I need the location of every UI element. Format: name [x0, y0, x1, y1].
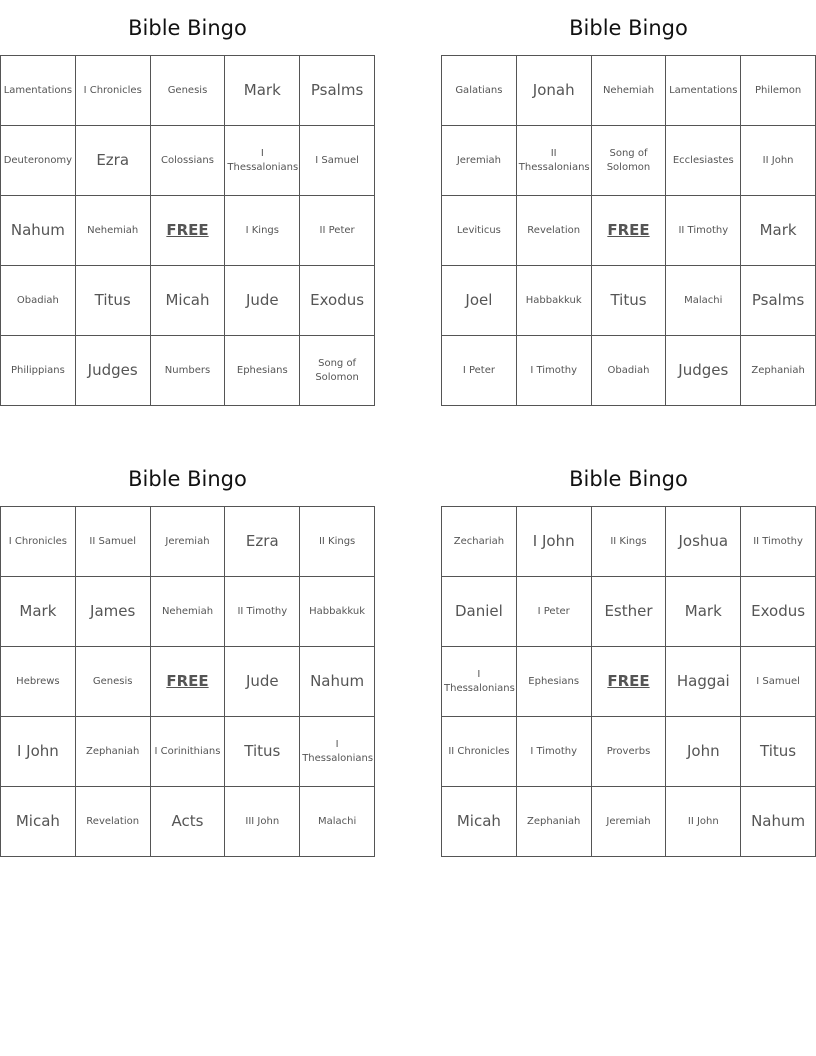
bingo-cell: Deuteronomy: [1, 126, 76, 196]
bingo-cell: II Kings: [591, 507, 666, 577]
bingo-cell: Exodus: [300, 266, 375, 336]
bingo-cell: Proverbs: [591, 717, 666, 787]
bingo-cell: James: [75, 577, 150, 647]
free-space-cell: FREE: [150, 196, 225, 266]
bingo-cell: I Chronicles: [75, 56, 150, 126]
bingo-cell: Nahum: [300, 647, 375, 717]
bingo-grid: [0, 55, 375, 406]
bingo-cell: I Timothy: [516, 336, 591, 406]
bingo-cell: Esther: [591, 577, 666, 647]
bingo-cell: Lamentations: [1, 56, 76, 126]
bingo-cell: Jude: [225, 647, 300, 717]
bingo-cell: I Thessalonians: [300, 717, 375, 787]
bingo-cell: II John: [741, 126, 816, 196]
bingo-cell: Colossians: [150, 126, 225, 196]
bingo-cell: I Chronicles: [1, 507, 76, 577]
bingo-cell: Philemon: [741, 56, 816, 126]
bingo-cell: Zephaniah: [75, 717, 150, 787]
bingo-cell: I Peter: [516, 577, 591, 647]
bingo-cell: Ephesians: [516, 647, 591, 717]
bingo-cell: Jeremiah: [150, 507, 225, 577]
bingo-cell: Malachi: [666, 266, 741, 336]
bingo-card-3: [0, 451, 375, 857]
bingo-cell: Exodus: [741, 577, 816, 647]
bingo-cell: Zechariah: [442, 507, 517, 577]
bingo-cell: Titus: [591, 266, 666, 336]
bingo-cell: Micah: [1, 787, 76, 857]
bingo-cell: Philippians: [1, 336, 76, 406]
bingo-cell: II Thessalonians: [516, 126, 591, 196]
bingo-cell: I Timothy: [516, 717, 591, 787]
bingo-cell: II John: [666, 787, 741, 857]
bingo-cell: I Corinithians: [150, 717, 225, 787]
card-title: Bible Bingo: [128, 16, 247, 40]
bingo-cell: I John: [516, 507, 591, 577]
bingo-cell: I John: [1, 717, 76, 787]
bingo-cell: Micah: [150, 266, 225, 336]
bingo-cell: Nahum: [741, 787, 816, 857]
bingo-cell: Acts: [150, 787, 225, 857]
bingo-cell: Mark: [1, 577, 76, 647]
bingo-card-1: [0, 0, 375, 406]
bingo-cell: Genesis: [150, 56, 225, 126]
bingo-cell: Song of Solomon: [300, 336, 375, 406]
bingo-grid: [441, 506, 816, 857]
bingo-cell: II Timothy: [666, 196, 741, 266]
bingo-cell: Mark: [666, 577, 741, 647]
bingo-cell: Song of Solomon: [591, 126, 666, 196]
bingo-grid: [441, 55, 816, 406]
bingo-cell: Genesis: [75, 647, 150, 717]
bingo-cell: Galatians: [442, 56, 517, 126]
card-title: Bible Bingo: [569, 467, 688, 491]
bingo-cell: Titus: [225, 717, 300, 787]
bingo-cell: II Timothy: [225, 577, 300, 647]
bingo-cell: II Timothy: [741, 507, 816, 577]
bingo-cell: I Thessalonians: [442, 647, 517, 717]
bingo-cell: Zephaniah: [516, 787, 591, 857]
bingo-cell: Obadiah: [591, 336, 666, 406]
bingo-cell: Joshua: [666, 507, 741, 577]
bingo-cell: Jeremiah: [442, 126, 517, 196]
bingo-cell: Ezra: [75, 126, 150, 196]
bingo-cell: Ezra: [225, 507, 300, 577]
bingo-cell: II Samuel: [75, 507, 150, 577]
bingo-cell: Jude: [225, 266, 300, 336]
bingo-cell: Zephaniah: [741, 336, 816, 406]
bingo-grid: [0, 506, 375, 857]
bingo-cell: Joel: [442, 266, 517, 336]
bingo-cell: III John: [225, 787, 300, 857]
bingo-cell: Jeremiah: [591, 787, 666, 857]
bingo-cell: Mark: [225, 56, 300, 126]
bingo-cell: I Thessalonians: [225, 126, 300, 196]
bingo-cell: Judges: [666, 336, 741, 406]
free-space-cell: FREE: [591, 647, 666, 717]
bingo-cell: Daniel: [442, 577, 517, 647]
bingo-cell: Habbakkuk: [300, 577, 375, 647]
bingo-cell: Obadiah: [1, 266, 76, 336]
card-title: Bible Bingo: [569, 16, 688, 40]
bingo-cell: Hebrews: [1, 647, 76, 717]
bingo-cell: II Kings: [300, 507, 375, 577]
free-space-cell: FREE: [591, 196, 666, 266]
bingo-cell: Leviticus: [442, 196, 517, 266]
bingo-cell: Haggai: [666, 647, 741, 717]
bingo-cell: Psalms: [300, 56, 375, 126]
bingo-cell: Malachi: [300, 787, 375, 857]
bingo-cell: Jonah: [516, 56, 591, 126]
bingo-cell: Titus: [75, 266, 150, 336]
free-space-cell: FREE: [150, 647, 225, 717]
bingo-cell: Judges: [75, 336, 150, 406]
bingo-cell: Ephesians: [225, 336, 300, 406]
bingo-cell: Nehemiah: [75, 196, 150, 266]
bingo-cell: Lamentations: [666, 56, 741, 126]
bingo-cell: Nehemiah: [591, 56, 666, 126]
bingo-cell: Numbers: [150, 336, 225, 406]
bingo-cell: Ecclesiastes: [666, 126, 741, 196]
bingo-cell: Micah: [442, 787, 517, 857]
bingo-cell: Nahum: [1, 196, 76, 266]
bingo-cell: I Samuel: [741, 647, 816, 717]
bingo-cell: Nehemiah: [150, 577, 225, 647]
bingo-cell: Revelation: [75, 787, 150, 857]
bingo-cell: Revelation: [516, 196, 591, 266]
bingo-cell: I Kings: [225, 196, 300, 266]
bingo-cell: John: [666, 717, 741, 787]
bingo-cell: Mark: [741, 196, 816, 266]
bingo-cell: Titus: [741, 717, 816, 787]
bingo-cell: I Peter: [442, 336, 517, 406]
bingo-cell: Psalms: [741, 266, 816, 336]
bingo-cell: I Samuel: [300, 126, 375, 196]
bingo-cell: II Peter: [300, 196, 375, 266]
bingo-card-4: [441, 451, 816, 857]
bingo-cell: Habbakkuk: [516, 266, 591, 336]
card-title: Bible Bingo: [128, 467, 247, 491]
bingo-cell: II Chronicles: [442, 717, 517, 787]
bingo-card-2: [441, 0, 816, 406]
